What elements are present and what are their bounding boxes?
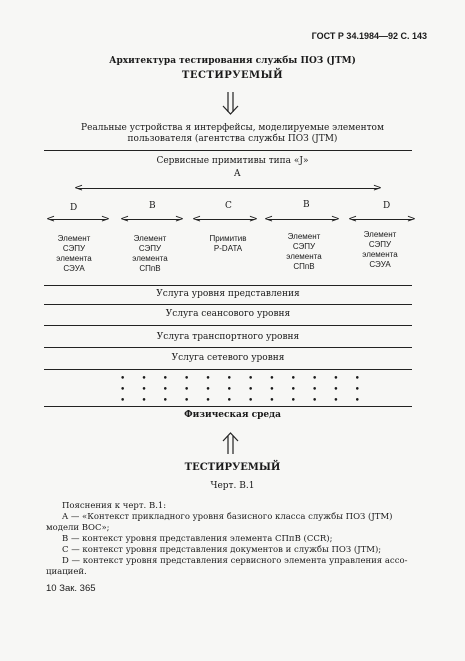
dot-row: • • • • • • • • • • • • xyxy=(120,396,360,406)
label-b-right: B xyxy=(303,200,310,210)
band-divider xyxy=(44,304,412,305)
band-divider xyxy=(44,325,412,326)
label-d-right: D xyxy=(383,201,391,211)
element-col-5: Элемент СЭПУ элемента СЭУА xyxy=(362,230,398,269)
down-double-arrow-icon xyxy=(220,92,242,116)
figure-caption: Черт. В.1 xyxy=(210,481,255,491)
arrow-d-left xyxy=(50,219,106,220)
arrow-a xyxy=(78,188,378,189)
element-col-3: Примитив P-DATA xyxy=(209,234,247,253)
band-divider xyxy=(44,347,412,348)
band-divider xyxy=(44,369,412,370)
band-session: Услуга сеансового уровня xyxy=(165,309,291,319)
tested-label-bottom: ТЕСТИРУЕМЫЙ xyxy=(184,462,281,473)
note-c: C — контекст уровня представления документов и службы ПОЗ (JTM); xyxy=(62,545,382,555)
tested-label-top: ТЕСТИРУЕМЫЙ xyxy=(181,70,284,81)
band-transport: Услуга транспортного уровня xyxy=(156,332,300,342)
footer-print-order: 10 Зак. 365 xyxy=(46,583,96,594)
top-divider xyxy=(44,150,412,151)
arrow-b-right xyxy=(268,219,336,220)
element-col-4: Элемент СЭПУ элемента СПпВ xyxy=(286,232,322,271)
up-double-arrow-icon xyxy=(220,432,242,454)
band-presentation: Услуга уровня представления xyxy=(156,289,300,299)
note-a-cont: модели ВОС»; xyxy=(46,523,110,533)
note-d-cont: циацией. xyxy=(46,567,87,577)
band-divider xyxy=(44,406,412,407)
notes-intro: Пояснения к черт. В.1: xyxy=(62,501,167,511)
page-header-code: ГОСТ Р 34.1984—92 С. 143 xyxy=(311,31,427,41)
dot-row: • • • • • • • • • • • • xyxy=(120,374,360,384)
real-devices-line2: пользователя (агентства службы ПОЗ (JTM) xyxy=(127,134,338,144)
arrow-b-left xyxy=(124,219,180,220)
note-a: A — «Контекст прикладного уровня базисного класса службы ПОЗ (JTM) xyxy=(62,512,393,522)
service-primitives-label: Сервисные примитивы типа «J» xyxy=(156,156,309,166)
physical-medium: Физическая среда xyxy=(184,410,281,420)
band-divider xyxy=(44,285,412,286)
dot-row: • • • • • • • • • • • • xyxy=(120,385,360,395)
arrow-c xyxy=(196,219,254,220)
figure-title: Архитектура тестирования службы ПОЗ (JTM) xyxy=(109,56,356,66)
label-c: C xyxy=(225,201,232,211)
element-col-2: Элемент СЭПУ элемента СПпВ xyxy=(132,234,168,273)
label-a: A xyxy=(234,169,241,179)
label-d-left: D xyxy=(70,203,78,213)
note-b: B — контекст уровня представления элемента СПпВ (CCR); xyxy=(62,534,333,544)
arrow-d-right xyxy=(352,219,412,220)
label-b-left: B xyxy=(149,201,156,211)
note-d: D — контекст уровня представления сервисного элемента управления ассо- xyxy=(62,556,408,566)
band-network: Услуга сетевого уровня xyxy=(171,353,285,363)
element-col-1: Элемент СЭПУ элемента СЭУА xyxy=(56,234,92,273)
real-devices-line1: Реальные устройства я интерфейсы, моделируемые элементом xyxy=(81,123,384,133)
